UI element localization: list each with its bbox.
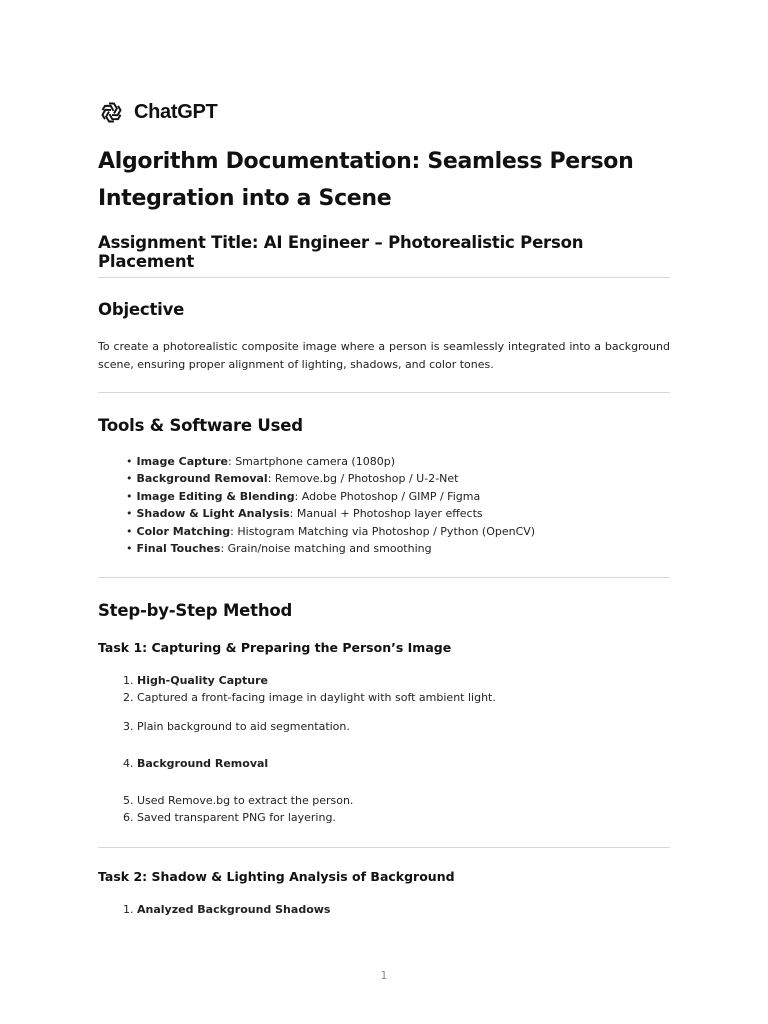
tool-label: Shadow & Light Analysis xyxy=(136,507,290,521)
document-title: Algorithm Documentation: Seamless Person Integration into a Scene xyxy=(98,149,634,211)
list-item xyxy=(126,523,535,540)
step-item xyxy=(123,691,496,704)
objective-heading: Objective xyxy=(98,300,185,319)
list-item xyxy=(126,505,535,522)
list-item xyxy=(126,470,535,487)
step-item xyxy=(123,794,353,807)
tool-label: Image Capture xyxy=(136,455,228,468)
tool-value: : Smartphone camera (1080p) xyxy=(228,455,395,468)
step-number: 2. xyxy=(123,691,134,704)
step-text: Saved transparent PNG for layering. xyxy=(137,811,336,824)
tools-heading: Tools & Software Used xyxy=(98,416,303,435)
tools-list xyxy=(126,453,535,557)
list-item xyxy=(126,488,535,505)
step-text: Analyzed Background Shadows xyxy=(137,903,331,916)
step-number: 1. xyxy=(123,903,134,916)
step-item xyxy=(123,903,330,916)
objective-text: To create a photorealistic composite image where a person is seamlessly integrated into a background scene, ensuring proper alignment of lighting, shadows, and color tones. xyxy=(98,340,670,371)
assignment-title: Assignment Title: AI Engineer – Photorealistic Person Placement xyxy=(98,233,584,271)
tool-value: : Remove.bg / Photoshop / U-2-Net xyxy=(267,472,459,486)
list-item xyxy=(126,540,535,557)
step-item xyxy=(123,720,350,733)
brand-name: ChatGPT xyxy=(134,101,218,123)
tool-label: Image Editing & Blending xyxy=(136,489,295,503)
divider xyxy=(98,277,670,278)
tool-value: : Grain/noise matching and smoothing xyxy=(220,542,432,556)
list-item xyxy=(126,453,535,470)
step-item xyxy=(123,811,336,824)
divider xyxy=(98,847,670,848)
task1-heading: Task 1: Capturing & Preparing the Person’s Image xyxy=(98,640,452,655)
step-number: 4. xyxy=(123,757,134,770)
tool-value: : Histogram Matching via Photoshop / Python (OpenCV) xyxy=(230,524,536,538)
step-text: Captured a front-facing image in daylight with soft ambient light. xyxy=(137,691,496,704)
openai-logo-icon xyxy=(98,99,125,126)
step-number: 1. xyxy=(123,674,134,687)
method-heading: Step-by-Step Method xyxy=(98,601,293,620)
tool-label: Final Touches xyxy=(136,542,221,556)
step-text: Used Remove.bg to extract the person. xyxy=(137,794,354,807)
step-number: 3. xyxy=(123,720,134,733)
step-text: Plain background to aid segmentation. xyxy=(137,720,350,733)
task2-heading: Task 2: Shadow & Lighting Analysis of Background xyxy=(98,869,455,884)
brand-header xyxy=(98,99,217,126)
divider xyxy=(98,577,670,578)
tool-label: Color Matching xyxy=(136,524,231,538)
step-item xyxy=(123,757,268,770)
divider xyxy=(98,392,670,393)
step-item xyxy=(123,674,268,687)
step-number: 6. xyxy=(123,811,134,824)
tool-value: : Adobe Photoshop / GIMP / Figma xyxy=(294,489,481,503)
step-text: Background Removal xyxy=(137,757,269,770)
step-number: 5. xyxy=(123,794,134,807)
tool-label: Background Removal xyxy=(136,472,268,486)
page-number: 1 xyxy=(380,970,388,982)
tool-value: : Manual + Photoshop layer effects xyxy=(289,507,483,521)
step-text: High-Quality Capture xyxy=(137,674,268,687)
